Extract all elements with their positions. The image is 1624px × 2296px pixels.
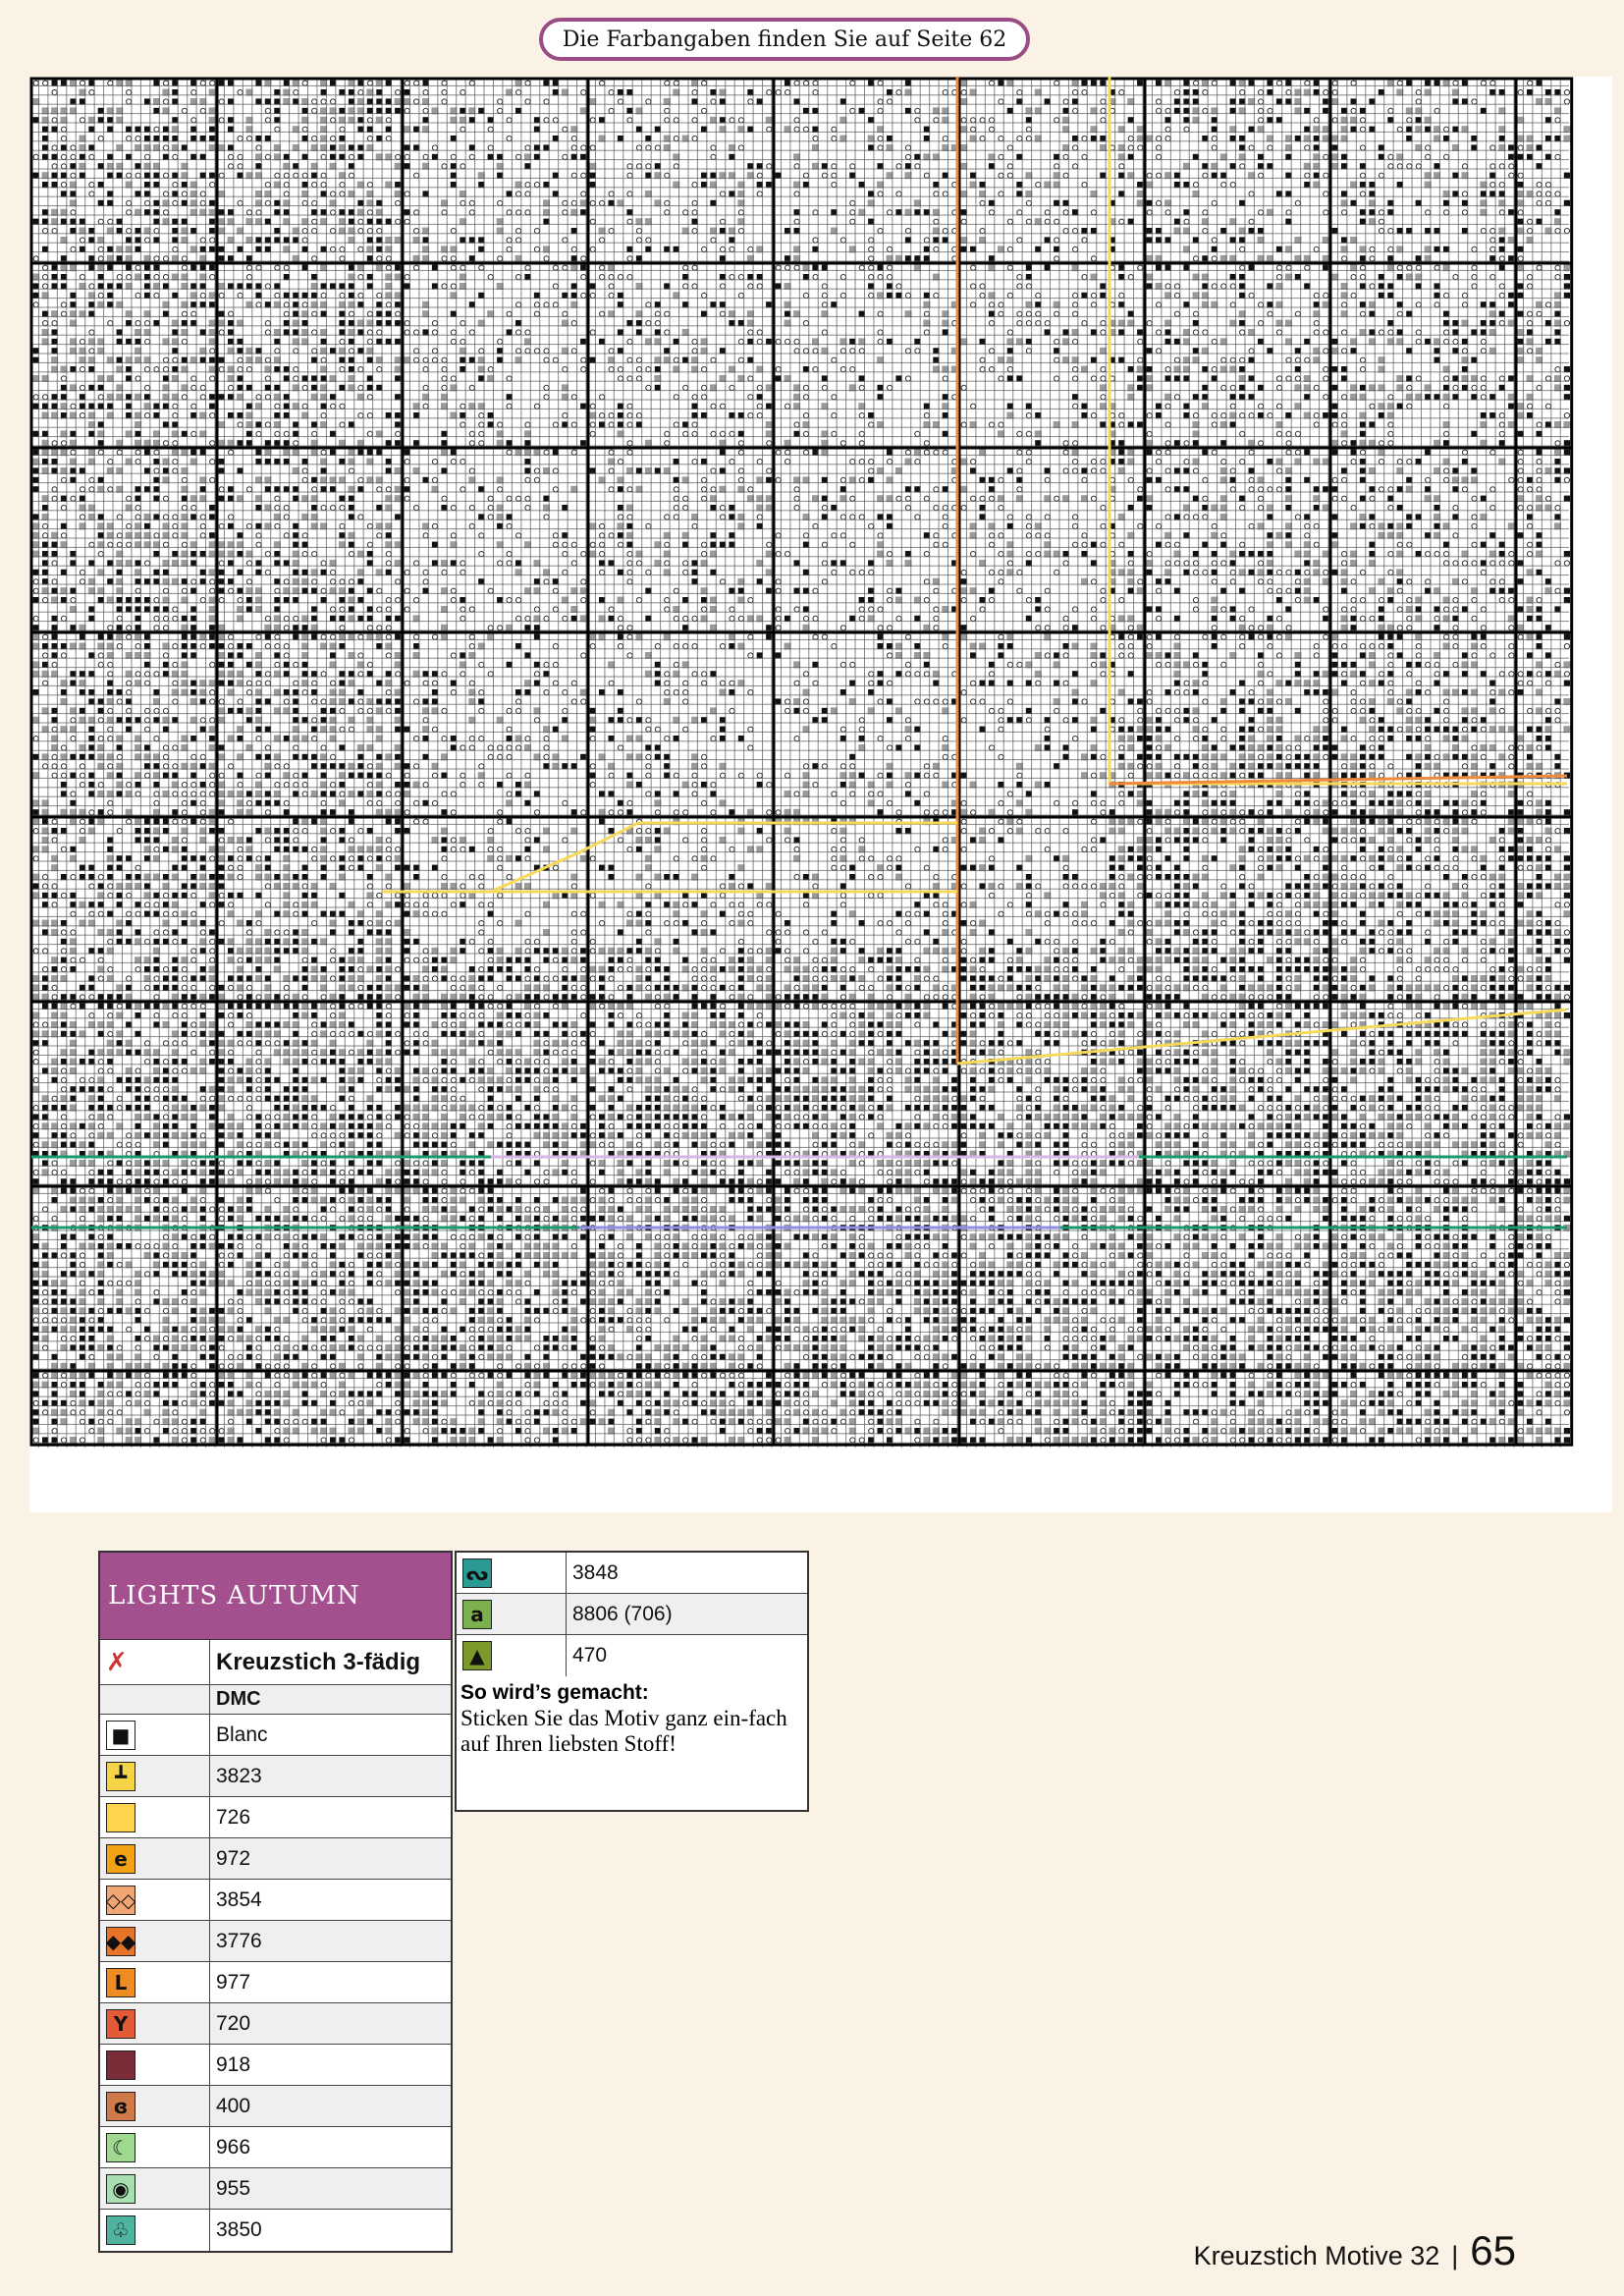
dmc-code: 3776 xyxy=(216,1929,262,1952)
dmc-code: 400 xyxy=(216,2094,251,2117)
legend-item-row xyxy=(100,2086,451,2127)
symbol-swatch-icon: ■ xyxy=(106,1721,135,1750)
symbol-swatch-icon: ♧ xyxy=(106,2215,135,2245)
publication-title: Kreuzstich Motive 32 xyxy=(1193,2241,1440,2270)
dmc-code: 3850 xyxy=(216,2218,262,2241)
symbol-swatch-icon: e xyxy=(106,1844,135,1874)
symbol-swatch-icon: a xyxy=(462,1600,492,1629)
symbol-swatch-icon: L xyxy=(106,1968,135,1997)
dmc-code: 470 xyxy=(572,1644,608,1667)
fine-grid xyxy=(31,79,1569,1448)
symbol-swatch-icon: Y xyxy=(106,2009,135,2039)
dmc-code: 977 xyxy=(216,1970,251,1994)
cross-stitch-chart xyxy=(29,77,1612,1512)
instructions-title: So wird’s gemacht: xyxy=(460,1681,649,1704)
symbol-swatch-icon xyxy=(106,1803,135,1832)
legend-item-row xyxy=(100,2210,451,2251)
legend-item-row xyxy=(100,2168,451,2210)
legend-item-row xyxy=(100,1880,451,1921)
legend-title: LIGHTS AUTUMN xyxy=(100,1553,451,1640)
symbol-swatch-icon: ▲ xyxy=(462,1641,492,1670)
legend-item-row xyxy=(457,1594,807,1635)
footer-separator: | xyxy=(1451,2241,1459,2270)
legend-item-row xyxy=(100,1838,451,1880)
legend-item-row xyxy=(100,2003,451,2045)
legend-item-row xyxy=(100,2127,451,2168)
color-reference-note xyxy=(539,18,1030,61)
dmc-code: 966 xyxy=(216,2135,251,2159)
dmc-code: 972 xyxy=(216,1846,251,1870)
legend-item-row xyxy=(100,1921,451,1962)
symbol-swatch-icon: ◉ xyxy=(106,2174,135,2204)
symbol-swatch-icon xyxy=(106,2050,135,2080)
symbol-swatch-icon: ɞ xyxy=(106,2092,135,2121)
instructions xyxy=(457,1676,807,1810)
dmc-code: 3823 xyxy=(216,1764,262,1787)
stitch-type-row xyxy=(100,1640,451,1685)
stitch-grid xyxy=(29,77,1612,1512)
cross-stitch-icon: ✗ xyxy=(106,1647,128,1677)
page-footer xyxy=(1194,2227,1516,2274)
symbol-swatch-icon: ◇◇ xyxy=(106,1886,135,1915)
legend-item-row xyxy=(100,2045,451,2086)
legend-item-row xyxy=(100,1797,451,1838)
instructions-text: Sticken Sie das Motiv ganz ein-fach auf Ihren liebsten Stoff! xyxy=(460,1706,787,1756)
dmc-column-header: DMC xyxy=(216,1688,261,1710)
dmc-code: 955 xyxy=(216,2176,251,2200)
legend-item-row xyxy=(457,1553,807,1594)
dmc-code: Blanc xyxy=(216,1722,268,1746)
dmc-code: 3854 xyxy=(216,1887,262,1911)
dmc-code: 918 xyxy=(216,2052,251,2076)
page-number: 65 xyxy=(1470,2227,1516,2273)
symbol-swatch-icon: ◆◆ xyxy=(106,1927,135,1956)
color-reference-text: Die Farbangaben finden Sie auf Seite 62 xyxy=(562,27,1007,52)
symbol-swatch-icon: ☾ xyxy=(106,2133,135,2162)
dmc-code: 3848 xyxy=(572,1560,619,1584)
legend-table xyxy=(98,1551,453,2253)
legend-table-continued xyxy=(455,1551,809,1812)
symbol-swatch-icon: ┻ xyxy=(106,1762,135,1791)
dmc-header-row xyxy=(100,1685,451,1715)
stitch-type-label: Kreuzstich 3-fädig xyxy=(216,1648,421,1675)
dmc-code: 720 xyxy=(216,2011,251,2035)
dmc-code: 8806 (706) xyxy=(572,1602,673,1625)
legend-item-row xyxy=(100,1756,451,1797)
symbol-swatch-icon: ᔓ xyxy=(462,1558,492,1588)
legend-item-row xyxy=(100,1962,451,2003)
legend-item-row xyxy=(457,1635,807,1676)
dmc-code: 726 xyxy=(216,1805,251,1829)
legend-item-row xyxy=(100,1715,451,1756)
